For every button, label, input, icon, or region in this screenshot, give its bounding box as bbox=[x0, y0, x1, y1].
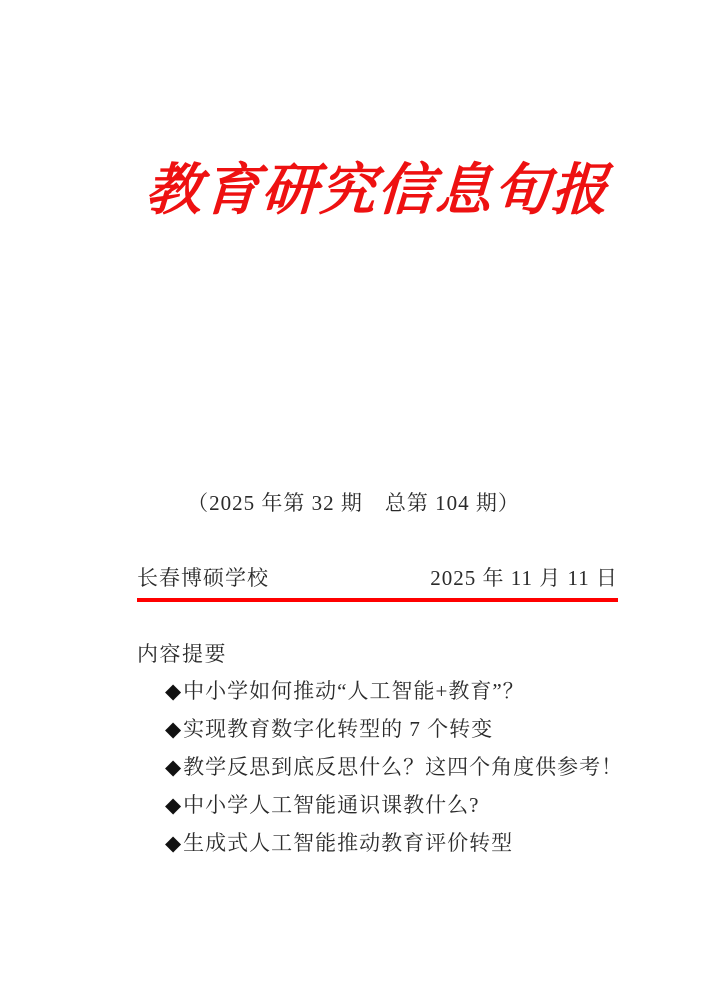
issue-date: 2025 年 11 月 11 日 bbox=[430, 566, 618, 590]
summary-list bbox=[165, 679, 625, 869]
summary-item bbox=[165, 755, 625, 780]
summary-item bbox=[165, 679, 625, 704]
diamond-bullet-icon: ◆ bbox=[165, 793, 183, 817]
summary-item bbox=[165, 717, 625, 742]
diamond-bullet-icon: ◆ bbox=[165, 755, 183, 779]
summary-heading: 内容提要 bbox=[137, 642, 227, 666]
summary-item bbox=[165, 793, 625, 818]
summary-item bbox=[165, 831, 625, 856]
diamond-bullet-icon: ◆ bbox=[165, 717, 183, 741]
newsletter-title: 教育研究信息旬报 bbox=[143, 160, 612, 222]
summary-item-text: 实现教育数字化转型的 7 个转变 bbox=[183, 717, 494, 741]
red-divider-line bbox=[137, 598, 618, 602]
diamond-bullet-icon: ◆ bbox=[165, 831, 183, 855]
summary-item-text: 中小学如何推动“人工智能+教育”？ bbox=[183, 679, 525, 703]
issue-number-line: （2025 年第 32 期 总第 104 期） bbox=[187, 491, 520, 515]
summary-item-text: 中小学人工智能通识课教什么? bbox=[183, 793, 480, 817]
summary-item-text: 教学反思到底反思什么？这四个角度供参考！ bbox=[183, 755, 624, 779]
organization-name: 长春博硕学校 bbox=[137, 566, 269, 590]
org-date-row bbox=[137, 565, 618, 591]
diamond-bullet-icon: ◆ bbox=[165, 679, 183, 703]
summary-item-text: 生成式人工智能推动教育评价转型 bbox=[183, 831, 514, 855]
